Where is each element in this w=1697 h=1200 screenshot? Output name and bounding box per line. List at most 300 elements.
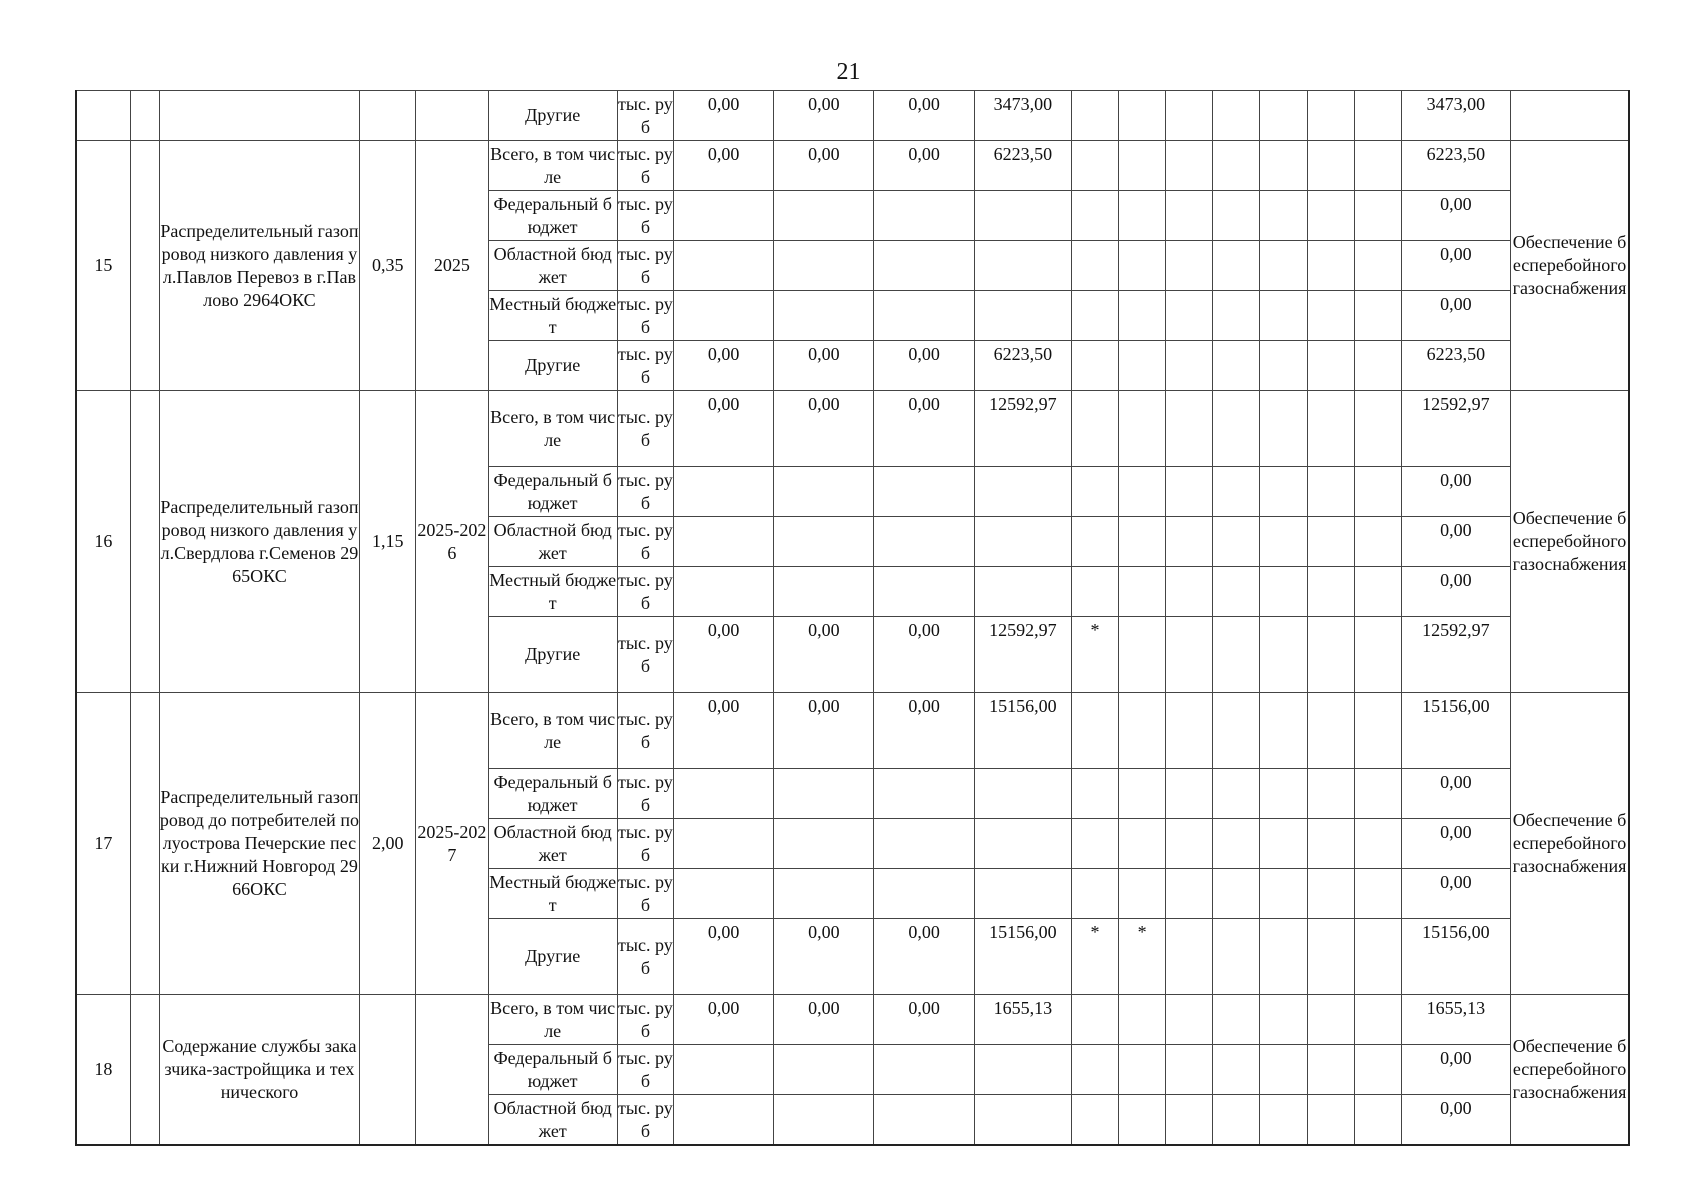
value-year-2: [774, 467, 874, 517]
value-year-4: 3473,00: [974, 91, 1071, 141]
empty-cell: [1213, 995, 1260, 1045]
empty-cell: [1213, 391, 1260, 467]
mark-2: [1119, 1045, 1166, 1095]
funding-source: Местный бюджет: [488, 869, 617, 919]
table-row: [76, 91, 1629, 141]
value-year-2: [774, 769, 874, 819]
total-value: 12592,97: [1401, 617, 1510, 693]
empty-cell: [1307, 617, 1354, 693]
value-year-3: [874, 241, 974, 291]
value-year-2: [774, 517, 874, 567]
expected-effect: Обеспечение бесперебойного газоснабжения: [1511, 995, 1629, 1146]
value-year-3: [874, 517, 974, 567]
funding-source: Всего, в том числе: [488, 141, 617, 191]
unit-cell: тыс. руб: [617, 995, 673, 1045]
empty-cell: [1260, 291, 1307, 341]
total-value: 0,00: [1401, 819, 1510, 869]
empty-cell: [1260, 919, 1307, 995]
expected-effect: Обеспечение бесперебойного газоснабжения: [1511, 391, 1629, 693]
funding-source: Другие: [488, 617, 617, 693]
empty-cell: [1166, 1045, 1213, 1095]
empty-cell: [1354, 91, 1401, 141]
sub-number: [130, 995, 159, 1146]
mark-1: [1071, 819, 1118, 869]
empty-cell: [1166, 919, 1213, 995]
total-value: 0,00: [1401, 467, 1510, 517]
value-year-1: 0,00: [673, 91, 773, 141]
unit-cell: тыс. руб: [617, 517, 673, 567]
empty-cell: [1307, 1095, 1354, 1146]
empty-cell: [1354, 1095, 1401, 1146]
unit-cell: тыс. руб: [617, 241, 673, 291]
empty-cell: [1307, 141, 1354, 191]
expected-effect: [1511, 91, 1629, 141]
object-years: [416, 91, 488, 141]
empty-cell: [1166, 467, 1213, 517]
empty-cell: [1213, 341, 1260, 391]
empty-cell: [1213, 567, 1260, 617]
empty-cell: [1260, 869, 1307, 919]
value-year-1: [673, 191, 773, 241]
empty-cell: [1307, 1045, 1354, 1095]
mark-2: [1119, 819, 1166, 869]
empty-cell: [1260, 995, 1307, 1045]
mark-1: *: [1071, 617, 1118, 693]
total-value: 12592,97: [1401, 391, 1510, 467]
empty-cell: [1166, 869, 1213, 919]
mark-1: *: [1071, 919, 1118, 995]
empty-cell: [1354, 919, 1401, 995]
empty-cell: [1260, 241, 1307, 291]
empty-cell: [1307, 693, 1354, 769]
unit-cell: тыс. руб: [617, 567, 673, 617]
value-year-4: [974, 1045, 1071, 1095]
total-value: 0,00: [1401, 769, 1510, 819]
object-name: [159, 91, 360, 141]
empty-cell: [1260, 141, 1307, 191]
funding-source: Всего, в том числе: [488, 693, 617, 769]
value-year-1: [673, 467, 773, 517]
empty-cell: [1213, 869, 1260, 919]
empty-cell: [1354, 517, 1401, 567]
empty-cell: [1213, 517, 1260, 567]
object-years: 2025-2026: [416, 391, 488, 693]
empty-cell: [1166, 241, 1213, 291]
empty-cell: [1260, 769, 1307, 819]
value-year-3: [874, 769, 974, 819]
object-years: 2025: [416, 141, 488, 391]
empty-cell: [1354, 1045, 1401, 1095]
empty-cell: [1307, 819, 1354, 869]
unit-cell: тыс. руб: [617, 617, 673, 693]
empty-cell: [1213, 919, 1260, 995]
funding-source: Другие: [488, 91, 617, 141]
unit-cell: тыс. руб: [617, 693, 673, 769]
mark-1: [1071, 1045, 1118, 1095]
unit-cell: тыс. руб: [617, 467, 673, 517]
empty-cell: [1213, 819, 1260, 869]
sub-number: [130, 391, 159, 693]
empty-cell: [1354, 141, 1401, 191]
value-year-1: [673, 291, 773, 341]
unit-cell: тыс. руб: [617, 91, 673, 141]
empty-cell: [1307, 91, 1354, 141]
empty-cell: [1260, 693, 1307, 769]
mark-1: [1071, 995, 1118, 1045]
mark-1: [1071, 91, 1118, 141]
total-value: 1655,13: [1401, 995, 1510, 1045]
object-name: Содержание службы заказчика-застройщика и технического: [159, 995, 360, 1146]
total-value: 3473,00: [1401, 91, 1510, 141]
empty-cell: [1307, 517, 1354, 567]
value-year-4: 6223,50: [974, 141, 1071, 191]
unit-cell: тыс. руб: [617, 769, 673, 819]
unit-cell: тыс. руб: [617, 391, 673, 467]
funding-source: Областной бюджет: [488, 1095, 617, 1146]
sub-number: [130, 141, 159, 391]
funding-source: Местный бюджет: [488, 291, 617, 341]
value-year-3: 0,00: [874, 91, 974, 141]
empty-cell: [1213, 91, 1260, 141]
empty-cell: [1307, 567, 1354, 617]
empty-cell: [1213, 617, 1260, 693]
empty-cell: [1260, 517, 1307, 567]
mark-2: [1119, 141, 1166, 191]
mark-1: [1071, 141, 1118, 191]
value-year-1: [673, 517, 773, 567]
object-name: Распределительный газопровод низкого давления ул.Павлов Перевоз в г.Павлово 2964ОКС: [159, 141, 360, 391]
empty-cell: [1166, 191, 1213, 241]
value-year-2: 0,00: [774, 693, 874, 769]
mark-2: [1119, 1095, 1166, 1146]
value-year-3: 0,00: [874, 617, 974, 693]
empty-cell: [1260, 391, 1307, 467]
funding-source: Федеральный бюджет: [488, 191, 617, 241]
total-value: 0,00: [1401, 291, 1510, 341]
empty-cell: [1307, 341, 1354, 391]
value-year-1: [673, 1095, 773, 1146]
unit-cell: тыс. руб: [617, 141, 673, 191]
empty-cell: [1354, 391, 1401, 467]
mark-2: [1119, 617, 1166, 693]
value-year-2: [774, 567, 874, 617]
value-year-4: 1655,13: [974, 995, 1071, 1045]
value-year-3: [874, 567, 974, 617]
value-year-2: 0,00: [774, 141, 874, 191]
value-year-2: 0,00: [774, 617, 874, 693]
value-year-1: [673, 819, 773, 869]
mark-1: [1071, 391, 1118, 467]
total-value: 6223,50: [1401, 141, 1510, 191]
unit-cell: тыс. руб: [617, 191, 673, 241]
total-value: 15156,00: [1401, 693, 1510, 769]
value-year-3: 0,00: [874, 141, 974, 191]
value-year-3: 0,00: [874, 919, 974, 995]
value-year-2: 0,00: [774, 391, 874, 467]
value-year-4: [974, 567, 1071, 617]
funding-source: Федеральный бюджет: [488, 769, 617, 819]
value-year-1: 0,00: [673, 341, 773, 391]
row-number: 18: [76, 995, 130, 1146]
empty-cell: [1213, 241, 1260, 291]
value-year-4: [974, 467, 1071, 517]
mark-1: [1071, 869, 1118, 919]
empty-cell: [1213, 291, 1260, 341]
value-year-1: 0,00: [673, 141, 773, 191]
value-year-4: 12592,97: [974, 617, 1071, 693]
empty-cell: [1354, 769, 1401, 819]
table-row: [76, 141, 1629, 191]
row-number: 15: [76, 141, 130, 391]
empty-cell: [1354, 693, 1401, 769]
funding-source: Другие: [488, 919, 617, 995]
empty-cell: [1166, 391, 1213, 467]
unit-cell: тыс. руб: [617, 819, 673, 869]
value-year-2: [774, 191, 874, 241]
table-row: [76, 693, 1629, 769]
empty-cell: [1166, 141, 1213, 191]
value-year-2: [774, 819, 874, 869]
value-year-1: 0,00: [673, 693, 773, 769]
object-years: [416, 995, 488, 1146]
empty-cell: [1166, 91, 1213, 141]
value-year-1: [673, 1045, 773, 1095]
empty-cell: [1260, 1095, 1307, 1146]
empty-cell: [1166, 617, 1213, 693]
value-year-3: [874, 1045, 974, 1095]
empty-cell: [1307, 191, 1354, 241]
empty-cell: [1260, 1045, 1307, 1095]
funding-source: Областной бюджет: [488, 241, 617, 291]
empty-cell: [1307, 919, 1354, 995]
mark-1: [1071, 291, 1118, 341]
sub-number: [130, 91, 159, 141]
value-year-4: 15156,00: [974, 919, 1071, 995]
empty-cell: [1307, 391, 1354, 467]
empty-cell: [1166, 517, 1213, 567]
object-length: [360, 995, 416, 1146]
unit-cell: тыс. руб: [617, 919, 673, 995]
mark-2: [1119, 241, 1166, 291]
value-year-1: 0,00: [673, 391, 773, 467]
empty-cell: [1166, 1095, 1213, 1146]
empty-cell: [1307, 995, 1354, 1045]
value-year-3: [874, 291, 974, 341]
mark-1: [1071, 191, 1118, 241]
mark-1: [1071, 341, 1118, 391]
value-year-2: [774, 1095, 874, 1146]
total-value: 0,00: [1401, 869, 1510, 919]
page-number: 21: [836, 59, 861, 85]
mark-2: [1119, 341, 1166, 391]
value-year-3: [874, 869, 974, 919]
mark-2: [1119, 769, 1166, 819]
funding-source: Федеральный бюджет: [488, 467, 617, 517]
value-year-4: 12592,97: [974, 391, 1071, 467]
total-value: 0,00: [1401, 191, 1510, 241]
object-length: 2,00: [360, 693, 416, 995]
unit-cell: тыс. руб: [617, 869, 673, 919]
object-name: Распределительный газопровод до потребителей полуострова Печерские пески г.Нижний Новгород 2966ОКС: [159, 693, 360, 995]
empty-cell: [1354, 241, 1401, 291]
mark-1: [1071, 1095, 1118, 1146]
value-year-3: 0,00: [874, 391, 974, 467]
mark-2: [1119, 291, 1166, 341]
value-year-3: 0,00: [874, 995, 974, 1045]
total-value: 6223,50: [1401, 341, 1510, 391]
mark-1: [1071, 567, 1118, 617]
value-year-1: [673, 869, 773, 919]
mark-2: [1119, 467, 1166, 517]
unit-cell: тыс. руб: [617, 1045, 673, 1095]
table-row: [76, 391, 1629, 467]
empty-cell: [1166, 341, 1213, 391]
value-year-3: [874, 819, 974, 869]
empty-cell: [1213, 693, 1260, 769]
empty-cell: [1260, 91, 1307, 141]
funding-source: Всего, в том числе: [488, 391, 617, 467]
empty-cell: [1354, 341, 1401, 391]
value-year-3: 0,00: [874, 341, 974, 391]
total-value: 0,00: [1401, 567, 1510, 617]
funding-source: Областной бюджет: [488, 819, 617, 869]
value-year-1: 0,00: [673, 919, 773, 995]
object-length: 1,15: [360, 391, 416, 693]
financing-table: [75, 90, 1630, 1146]
empty-cell: [1166, 819, 1213, 869]
empty-cell: [1166, 995, 1213, 1045]
value-year-4: [974, 869, 1071, 919]
funding-source: Местный бюджет: [488, 567, 617, 617]
empty-cell: [1354, 567, 1401, 617]
value-year-4: [974, 517, 1071, 567]
value-year-1: [673, 769, 773, 819]
mark-1: [1071, 517, 1118, 567]
value-year-2: [774, 291, 874, 341]
empty-cell: [1260, 819, 1307, 869]
empty-cell: [1166, 693, 1213, 769]
empty-cell: [1354, 191, 1401, 241]
empty-cell: [1213, 467, 1260, 517]
value-year-4: [974, 819, 1071, 869]
value-year-2: [774, 1045, 874, 1095]
value-year-4: [974, 1095, 1071, 1146]
empty-cell: [1213, 141, 1260, 191]
value-year-2: 0,00: [774, 919, 874, 995]
empty-cell: [1307, 241, 1354, 291]
total-value: 0,00: [1401, 517, 1510, 567]
empty-cell: [1260, 617, 1307, 693]
total-value: 15156,00: [1401, 919, 1510, 995]
object-name: Распределительный газопровод низкого давления ул.Свердлова г.Семенов 2965ОКС: [159, 391, 360, 693]
funding-source: Областной бюджет: [488, 517, 617, 567]
funding-source: Всего, в том числе: [488, 995, 617, 1045]
empty-cell: [1166, 291, 1213, 341]
mark-2: [1119, 517, 1166, 567]
empty-cell: [1260, 191, 1307, 241]
mark-1: [1071, 693, 1118, 769]
unit-cell: тыс. руб: [617, 1095, 673, 1146]
sub-number: [130, 693, 159, 995]
mark-2: *: [1119, 919, 1166, 995]
row-number: 17: [76, 693, 130, 995]
empty-cell: [1354, 995, 1401, 1045]
empty-cell: [1213, 1045, 1260, 1095]
value-year-3: [874, 1095, 974, 1146]
value-year-1: [673, 567, 773, 617]
empty-cell: [1307, 869, 1354, 919]
value-year-2: [774, 869, 874, 919]
mark-2: [1119, 995, 1166, 1045]
value-year-2: [774, 241, 874, 291]
value-year-4: 15156,00: [974, 693, 1071, 769]
value-year-2: 0,00: [774, 995, 874, 1045]
row-number: [76, 91, 130, 141]
mark-2: [1119, 391, 1166, 467]
expected-effect: Обеспечение бесперебойного газоснабжения: [1511, 141, 1629, 391]
empty-cell: [1354, 819, 1401, 869]
value-year-2: 0,00: [774, 91, 874, 141]
empty-cell: [1166, 769, 1213, 819]
empty-cell: [1260, 467, 1307, 517]
value-year-4: [974, 191, 1071, 241]
table-row: [76, 995, 1629, 1045]
mark-1: [1071, 467, 1118, 517]
empty-cell: [1307, 291, 1354, 341]
total-value: 0,00: [1401, 1045, 1510, 1095]
value-year-2: 0,00: [774, 341, 874, 391]
empty-cell: [1213, 191, 1260, 241]
mark-2: [1119, 191, 1166, 241]
mark-2: [1119, 693, 1166, 769]
funding-source: Федеральный бюджет: [488, 1045, 617, 1095]
table-body: [76, 91, 1629, 1146]
empty-cell: [1213, 769, 1260, 819]
value-year-1: [673, 241, 773, 291]
mark-1: [1071, 241, 1118, 291]
funding-source: Другие: [488, 341, 617, 391]
object-length: 0,35: [360, 141, 416, 391]
empty-cell: [1166, 567, 1213, 617]
value-year-3: 0,00: [874, 693, 974, 769]
value-year-4: 6223,50: [974, 341, 1071, 391]
unit-cell: тыс. руб: [617, 291, 673, 341]
value-year-1: 0,00: [673, 617, 773, 693]
value-year-3: [874, 191, 974, 241]
value-year-4: [974, 291, 1071, 341]
empty-cell: [1307, 467, 1354, 517]
unit-cell: тыс. руб: [617, 341, 673, 391]
row-number: 16: [76, 391, 130, 693]
empty-cell: [1260, 567, 1307, 617]
mark-2: [1119, 869, 1166, 919]
value-year-4: [974, 769, 1071, 819]
total-value: 0,00: [1401, 241, 1510, 291]
empty-cell: [1260, 341, 1307, 391]
mark-1: [1071, 769, 1118, 819]
value-year-3: [874, 467, 974, 517]
empty-cell: [1213, 1095, 1260, 1146]
object-length: [360, 91, 416, 141]
empty-cell: [1354, 617, 1401, 693]
value-year-1: 0,00: [673, 995, 773, 1045]
empty-cell: [1354, 869, 1401, 919]
empty-cell: [1307, 769, 1354, 819]
empty-cell: [1354, 467, 1401, 517]
total-value: 0,00: [1401, 1095, 1510, 1146]
expected-effect: Обеспечение бесперебойного газоснабжения: [1511, 693, 1629, 995]
empty-cell: [1354, 291, 1401, 341]
